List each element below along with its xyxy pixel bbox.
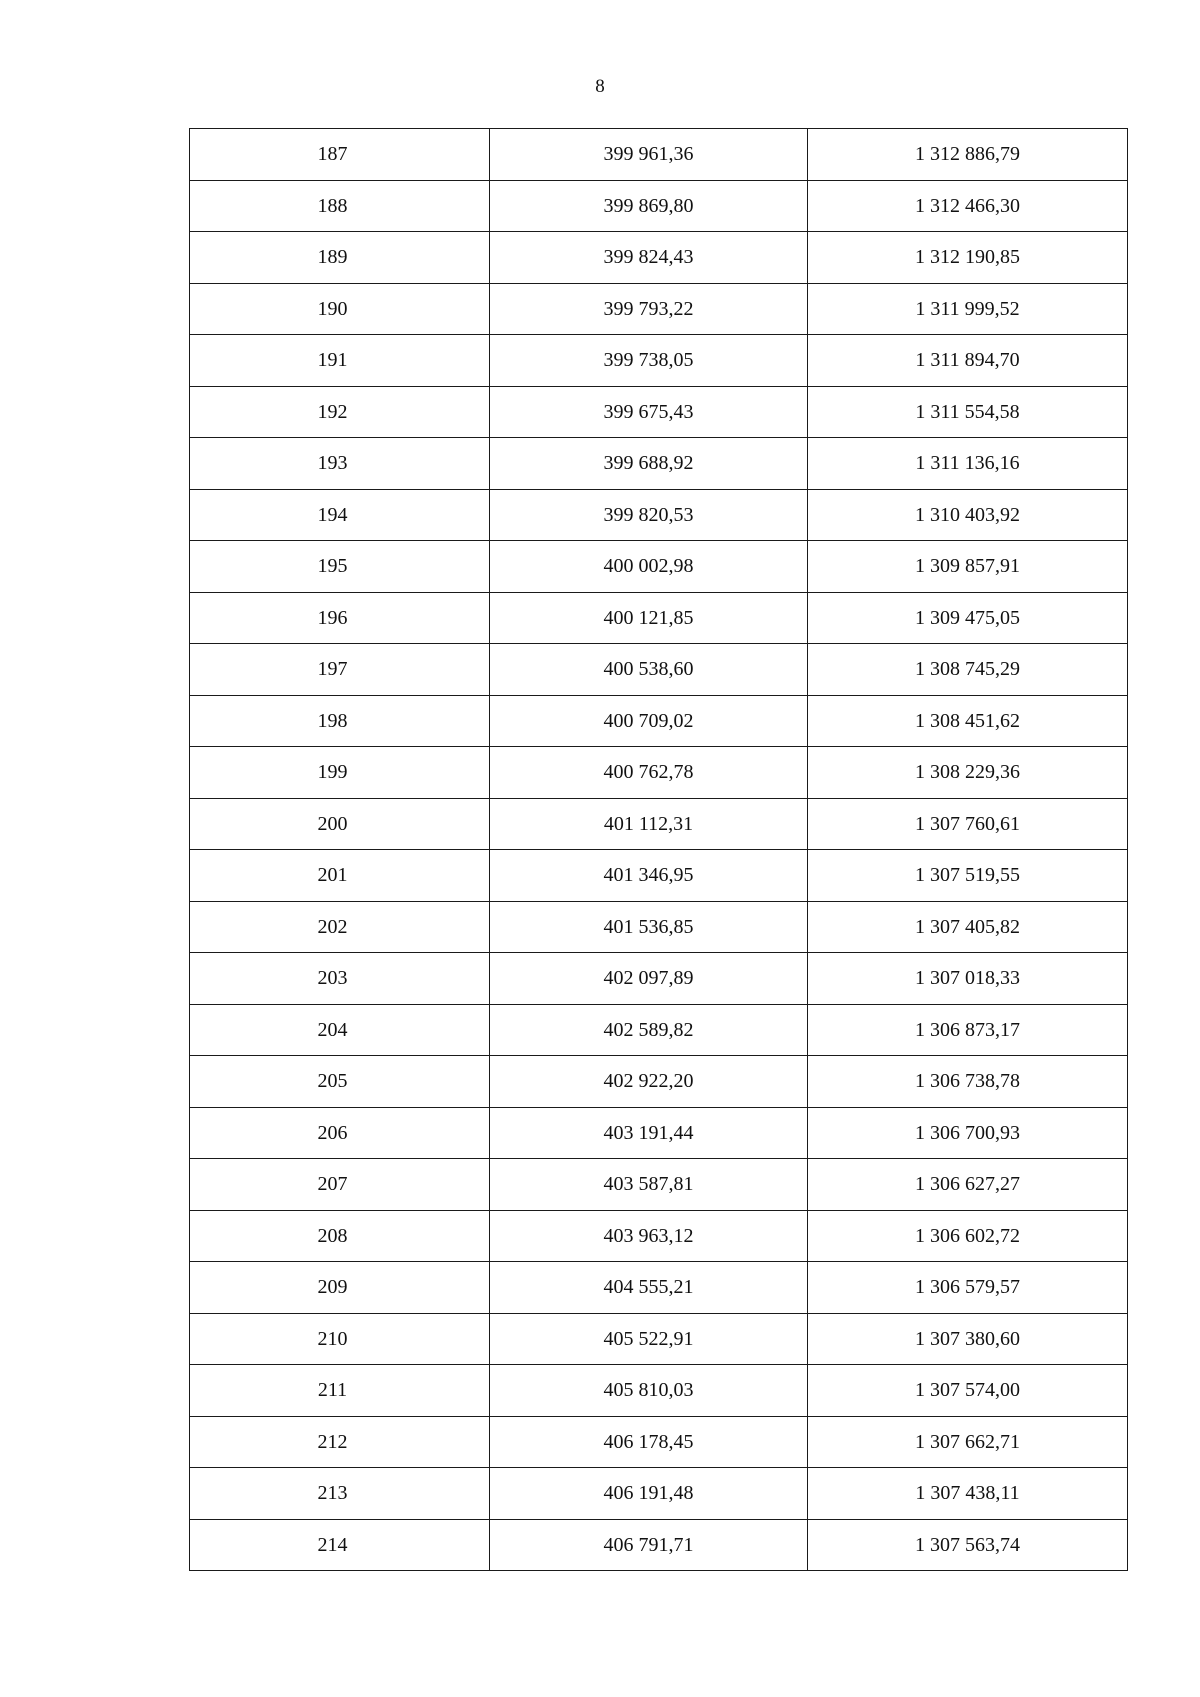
y-coordinate-cell: 1 307 574,00 bbox=[808, 1365, 1128, 1417]
point-number-cell: 201 bbox=[190, 850, 490, 902]
x-coordinate-cell: 399 869,80 bbox=[490, 180, 808, 232]
x-coordinate-cell: 399 961,36 bbox=[490, 129, 808, 181]
table-row bbox=[190, 1313, 1128, 1365]
y-coordinate-cell: 1 307 519,55 bbox=[808, 850, 1128, 902]
table-row bbox=[190, 644, 1128, 696]
table-row bbox=[190, 386, 1128, 438]
point-number-cell: 209 bbox=[190, 1262, 490, 1314]
point-number-cell: 213 bbox=[190, 1468, 490, 1520]
x-coordinate-cell: 400 002,98 bbox=[490, 541, 808, 593]
y-coordinate-cell: 1 312 466,30 bbox=[808, 180, 1128, 232]
table-row bbox=[190, 798, 1128, 850]
table-row bbox=[190, 1519, 1128, 1571]
point-number-cell: 208 bbox=[190, 1210, 490, 1262]
x-coordinate-cell: 404 555,21 bbox=[490, 1262, 808, 1314]
y-coordinate-cell: 1 307 662,71 bbox=[808, 1416, 1128, 1468]
x-coordinate-cell: 403 191,44 bbox=[490, 1107, 808, 1159]
y-coordinate-cell: 1 306 579,57 bbox=[808, 1262, 1128, 1314]
table-row bbox=[190, 901, 1128, 953]
table-row bbox=[190, 129, 1128, 181]
point-number-cell: 200 bbox=[190, 798, 490, 850]
table-row bbox=[190, 1210, 1128, 1262]
x-coordinate-cell: 400 121,85 bbox=[490, 592, 808, 644]
page-number: 8 bbox=[595, 76, 605, 97]
point-number-cell: 207 bbox=[190, 1159, 490, 1211]
x-coordinate-cell: 402 589,82 bbox=[490, 1004, 808, 1056]
x-coordinate-cell: 399 793,22 bbox=[490, 283, 808, 335]
table-row bbox=[190, 1416, 1128, 1468]
coordinates-table-body bbox=[190, 129, 1128, 1571]
point-number-cell: 205 bbox=[190, 1056, 490, 1108]
y-coordinate-cell: 1 311 999,52 bbox=[808, 283, 1128, 335]
y-coordinate-cell: 1 311 554,58 bbox=[808, 386, 1128, 438]
y-coordinate-cell: 1 310 403,92 bbox=[808, 489, 1128, 541]
x-coordinate-cell: 400 762,78 bbox=[490, 747, 808, 799]
point-number-cell: 192 bbox=[190, 386, 490, 438]
point-number-cell: 198 bbox=[190, 695, 490, 747]
x-coordinate-cell: 400 709,02 bbox=[490, 695, 808, 747]
y-coordinate-cell: 1 307 760,61 bbox=[808, 798, 1128, 850]
table-row bbox=[190, 1365, 1128, 1417]
y-coordinate-cell: 1 309 475,05 bbox=[808, 592, 1128, 644]
y-coordinate-cell: 1 306 627,27 bbox=[808, 1159, 1128, 1211]
x-coordinate-cell: 403 587,81 bbox=[490, 1159, 808, 1211]
y-coordinate-cell: 1 306 873,17 bbox=[808, 1004, 1128, 1056]
y-coordinate-cell: 1 306 602,72 bbox=[808, 1210, 1128, 1262]
point-number-cell: 194 bbox=[190, 489, 490, 541]
coordinates-table bbox=[189, 128, 1128, 1571]
table-row bbox=[190, 335, 1128, 387]
point-number-cell: 211 bbox=[190, 1365, 490, 1417]
x-coordinate-cell: 402 097,89 bbox=[490, 953, 808, 1005]
table-row bbox=[190, 541, 1128, 593]
y-coordinate-cell: 1 307 380,60 bbox=[808, 1313, 1128, 1365]
x-coordinate-cell: 405 810,03 bbox=[490, 1365, 808, 1417]
table-row bbox=[190, 1262, 1128, 1314]
point-number-cell: 212 bbox=[190, 1416, 490, 1468]
point-number-cell: 206 bbox=[190, 1107, 490, 1159]
x-coordinate-cell: 405 522,91 bbox=[490, 1313, 808, 1365]
y-coordinate-cell: 1 308 229,36 bbox=[808, 747, 1128, 799]
y-coordinate-cell: 1 311 136,16 bbox=[808, 438, 1128, 490]
y-coordinate-cell: 1 307 405,82 bbox=[808, 901, 1128, 953]
table-row bbox=[190, 592, 1128, 644]
point-number-cell: 193 bbox=[190, 438, 490, 490]
point-number-cell: 204 bbox=[190, 1004, 490, 1056]
x-coordinate-cell: 401 112,31 bbox=[490, 798, 808, 850]
table-row bbox=[190, 1159, 1128, 1211]
x-coordinate-cell: 401 536,85 bbox=[490, 901, 808, 953]
point-number-cell: 210 bbox=[190, 1313, 490, 1365]
x-coordinate-cell: 406 178,45 bbox=[490, 1416, 808, 1468]
y-coordinate-cell: 1 308 451,62 bbox=[808, 695, 1128, 747]
y-coordinate-cell: 1 308 745,29 bbox=[808, 644, 1128, 696]
y-coordinate-cell: 1 312 886,79 bbox=[808, 129, 1128, 181]
x-coordinate-cell: 399 675,43 bbox=[490, 386, 808, 438]
table-row bbox=[190, 1004, 1128, 1056]
table-row bbox=[190, 283, 1128, 335]
y-coordinate-cell: 1 309 857,91 bbox=[808, 541, 1128, 593]
table-row bbox=[190, 1468, 1128, 1520]
point-number-cell: 199 bbox=[190, 747, 490, 799]
y-coordinate-cell: 1 306 700,93 bbox=[808, 1107, 1128, 1159]
point-number-cell: 195 bbox=[190, 541, 490, 593]
point-number-cell: 214 bbox=[190, 1519, 490, 1571]
point-number-cell: 189 bbox=[190, 232, 490, 284]
y-coordinate-cell: 1 312 190,85 bbox=[808, 232, 1128, 284]
x-coordinate-cell: 400 538,60 bbox=[490, 644, 808, 696]
x-coordinate-cell: 403 963,12 bbox=[490, 1210, 808, 1262]
table-row bbox=[190, 438, 1128, 490]
table-row bbox=[190, 232, 1128, 284]
point-number-cell: 187 bbox=[190, 129, 490, 181]
y-coordinate-cell: 1 306 738,78 bbox=[808, 1056, 1128, 1108]
table-row bbox=[190, 1056, 1128, 1108]
x-coordinate-cell: 399 738,05 bbox=[490, 335, 808, 387]
x-coordinate-cell: 401 346,95 bbox=[490, 850, 808, 902]
table-row bbox=[190, 953, 1128, 1005]
point-number-cell: 190 bbox=[190, 283, 490, 335]
table-row bbox=[190, 180, 1128, 232]
table-row bbox=[190, 1107, 1128, 1159]
point-number-cell: 188 bbox=[190, 180, 490, 232]
x-coordinate-cell: 406 191,48 bbox=[490, 1468, 808, 1520]
y-coordinate-cell: 1 307 563,74 bbox=[808, 1519, 1128, 1571]
table-row bbox=[190, 747, 1128, 799]
y-coordinate-cell: 1 307 438,11 bbox=[808, 1468, 1128, 1520]
point-number-cell: 203 bbox=[190, 953, 490, 1005]
x-coordinate-cell: 399 824,43 bbox=[490, 232, 808, 284]
x-coordinate-cell: 399 688,92 bbox=[490, 438, 808, 490]
point-number-cell: 196 bbox=[190, 592, 490, 644]
table-row bbox=[190, 489, 1128, 541]
y-coordinate-cell: 1 311 894,70 bbox=[808, 335, 1128, 387]
table-row bbox=[190, 850, 1128, 902]
y-coordinate-cell: 1 307 018,33 bbox=[808, 953, 1128, 1005]
x-coordinate-cell: 399 820,53 bbox=[490, 489, 808, 541]
x-coordinate-cell: 402 922,20 bbox=[490, 1056, 808, 1108]
table-row bbox=[190, 695, 1128, 747]
point-number-cell: 191 bbox=[190, 335, 490, 387]
x-coordinate-cell: 406 791,71 bbox=[490, 1519, 808, 1571]
point-number-cell: 197 bbox=[190, 644, 490, 696]
point-number-cell: 202 bbox=[190, 901, 490, 953]
